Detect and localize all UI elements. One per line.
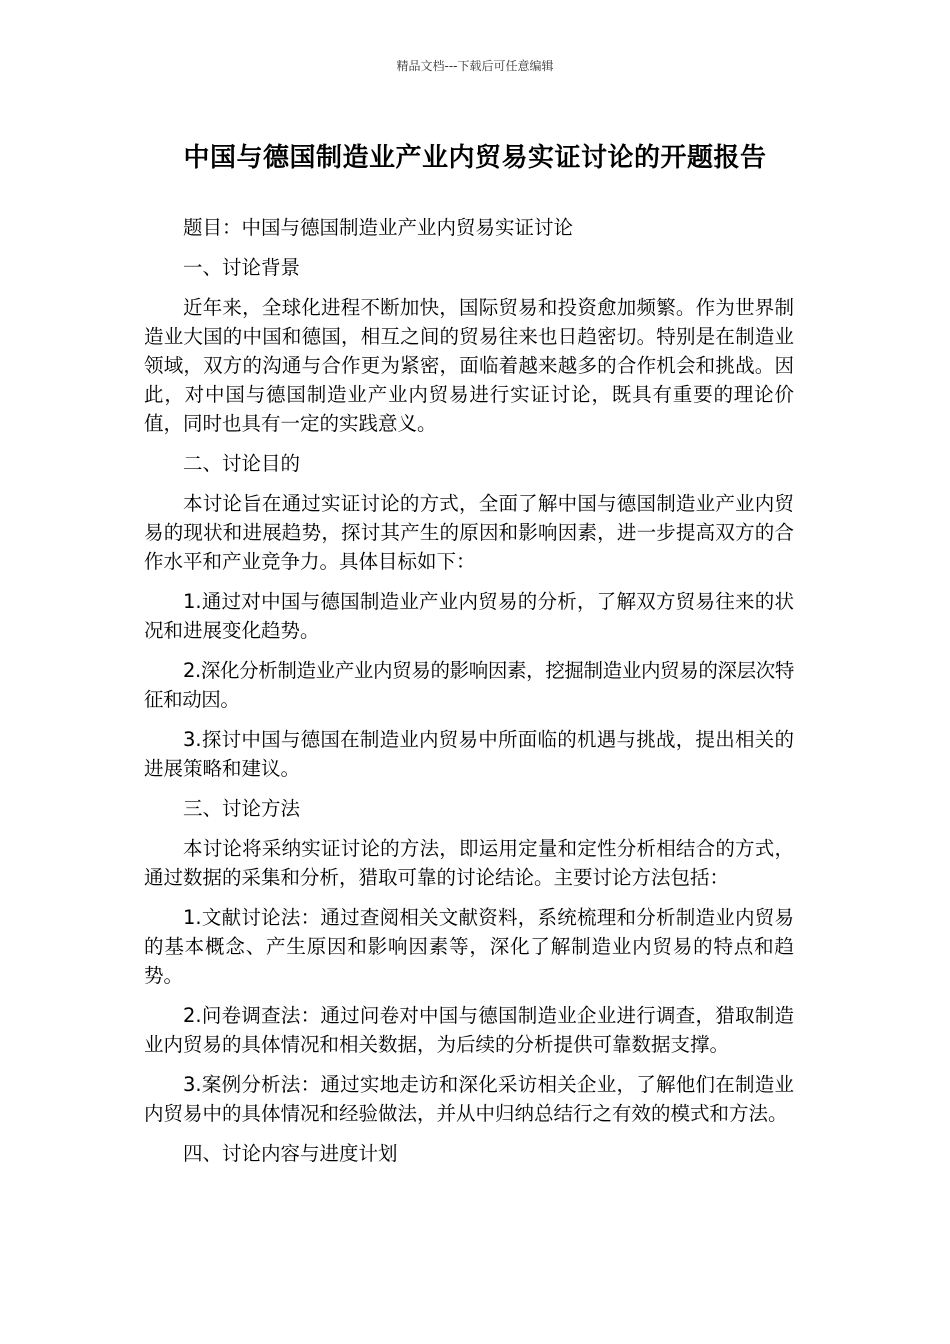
method-item-1: 1.文献讨论法：通过查阅相关文献资料，系统梳理和分析制造业内贸易的基本概念、产生原因和影响因素等，深化了解制造业内贸易的特点和趋势。 bbox=[144, 906, 794, 987]
purpose-item-2: 2.深化分析制造业产业内贸易的影响因素，挖掘制造业内贸易的深层次特征和动因。 bbox=[144, 659, 794, 711]
section-heading-content-plan: 四、讨论内容与进度计划 bbox=[183, 1142, 398, 1165]
section-heading-purpose: 二、讨论目的 bbox=[183, 452, 301, 475]
paragraph-background: 近年来，全球化进程不断加快，国际贸易和投资愈加频繁。作为世界制造业大国的中国和德国，相互之间的贸易往来也日趋密切。特别是在制造业领域，双方的沟通与合作更为紧密，面临着越来越多的合作机会和挑战。因此，对中国与德国制造业产业内贸易进行实证讨论，既具有重要的理论价值，同时也具有一定的实践意义。 bbox=[144, 296, 794, 435]
document-title: 中国与德国制造业产业内贸易实证讨论的开题报告 bbox=[183, 143, 767, 173]
section-heading-background: 一、讨论背景 bbox=[183, 256, 301, 279]
method-item-2: 2.问卷调查法：通过问卷对中国与德国制造业企业进行调查，猎取制造业内贸易的具体情况和相关数据，为后续的分析提供可靠数据支撑。 bbox=[144, 1004, 794, 1056]
page-header-note: 精品文档---下载后可任意编辑 bbox=[396, 59, 554, 73]
purpose-item-3: 3.探讨中国与德国在制造业内贸易中所面临的机遇与挑战，提出相关的进展策略和建议。 bbox=[144, 728, 794, 780]
section-heading-method: 三、讨论方法 bbox=[183, 797, 301, 820]
purpose-item-1: 1.通过对中国与德国制造业产业内贸易的分析，了解双方贸易往来的状况和进展变化趋势。 bbox=[144, 590, 794, 642]
paragraph-method: 本讨论将采纳实证讨论的方法，即运用定量和定性分析相结合的方式，通过数据的采集和分析，猎取可靠的讨论结论。主要讨论方法包括： bbox=[144, 837, 794, 889]
paragraph-purpose: 本讨论旨在通过实证讨论的方式，全面了解中国与德国制造业产业内贸易的现状和进展趋势，探讨其产生的原因和影响因素，进一步提高双方的合作水平和产业竞争力。具体目标如下： bbox=[144, 492, 794, 573]
document-body bbox=[144, 213, 794, 1179]
topic-line: 题目：中国与德国制造业产业内贸易实证讨论 bbox=[183, 216, 574, 239]
method-item-3: 3.案例分析法：通过实地走访和深化采访相关企业，了解他们在制造业内贸易中的具体情况和经验做法，并从中归纳总结行之有效的模式和方法。 bbox=[144, 1073, 794, 1125]
